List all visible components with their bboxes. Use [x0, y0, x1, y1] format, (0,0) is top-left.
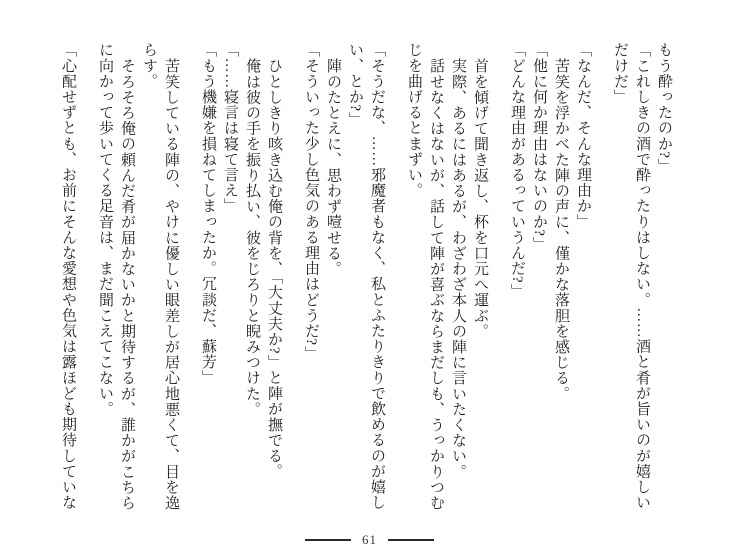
- text-line: だけだ」: [612, 42, 628, 105]
- text-line: そろそろ俺の頼んだ肴が届かないかと期待するが、誰かがこちら: [119, 58, 135, 511]
- text-line: 陣のたとえに、思わず噎せる。: [325, 58, 341, 277]
- footer-rule-right: [388, 539, 434, 541]
- text-line: 首を傾げて聞き返し、杯を口元へ運ぶ。: [472, 58, 488, 339]
- paragraph-block: [609, 42, 675, 512]
- text-line: じを曲げるとまずい。: [406, 42, 422, 198]
- text-line: い、とか?」: [347, 42, 363, 128]
- text-line: に向かって歩いてくる足音は、まだ聞こえてこない。: [97, 42, 113, 417]
- text-line: ひとしきり咳き込む俺の背を、「大丈夫か?」と陣が撫でる。: [266, 58, 282, 479]
- page-number: 61: [362, 532, 377, 547]
- paragraph-block: [300, 42, 388, 512]
- text-line: 「これしきの酒で酔ったりはしない。……酒と肴が旨いのが嬉しい: [634, 42, 650, 510]
- text-line: 「そういった少し色気のある理由はどうだ?」: [303, 42, 319, 362]
- text-line: 「心配せずとも、お前にそんな愛想や色気は露ほども期待していな: [60, 42, 76, 510]
- paragraph-block: [403, 42, 491, 512]
- text-line: 俺は彼の手を振り払い、彼をじろりと睨みつけた。: [244, 58, 260, 417]
- text-line: もう酔ったのか?」: [656, 42, 672, 175]
- text-line: 「……寝言は寝て言え」: [222, 42, 238, 214]
- paragraph-block: [94, 42, 182, 512]
- text-line: 「そうだな、……邪魔者もなく、私とふたりきりで飲めるのが嬉し: [369, 42, 385, 510]
- text-line: らす。: [141, 42, 157, 89]
- vertical-text-area: [57, 42, 675, 512]
- text-line: 苦笑を浮かべた陣の声に、僅かな落胆を感じる。: [553, 58, 569, 402]
- text-line: 苦笑している陣の、やけに優しい眼差しが居心地悪くて、目を逸: [163, 58, 179, 511]
- paragraph-block: [57, 42, 79, 512]
- text-line: 「なんだ、そんな理由か」: [575, 42, 591, 230]
- text-line: 話せなくはないが、話して陣が喜ぶならまだしも、うっかりつむ: [428, 58, 444, 511]
- footer-rule-left: [305, 539, 351, 541]
- text-line: 実際、あるにはあるが、わざわざ本人の陣に言いたくない。: [450, 58, 466, 480]
- page-footer: [0, 533, 739, 546]
- paragraph-block: [506, 42, 594, 512]
- paragraph-block: [197, 42, 285, 512]
- text-line: 「もう機嫌を損ねてしまったか。冗談だ、蘇芳」: [200, 42, 216, 386]
- text-line: 「他に何か理由はないのか?」: [531, 42, 547, 253]
- text-line: 「どんな理由があるっていうんだ?」: [509, 42, 525, 299]
